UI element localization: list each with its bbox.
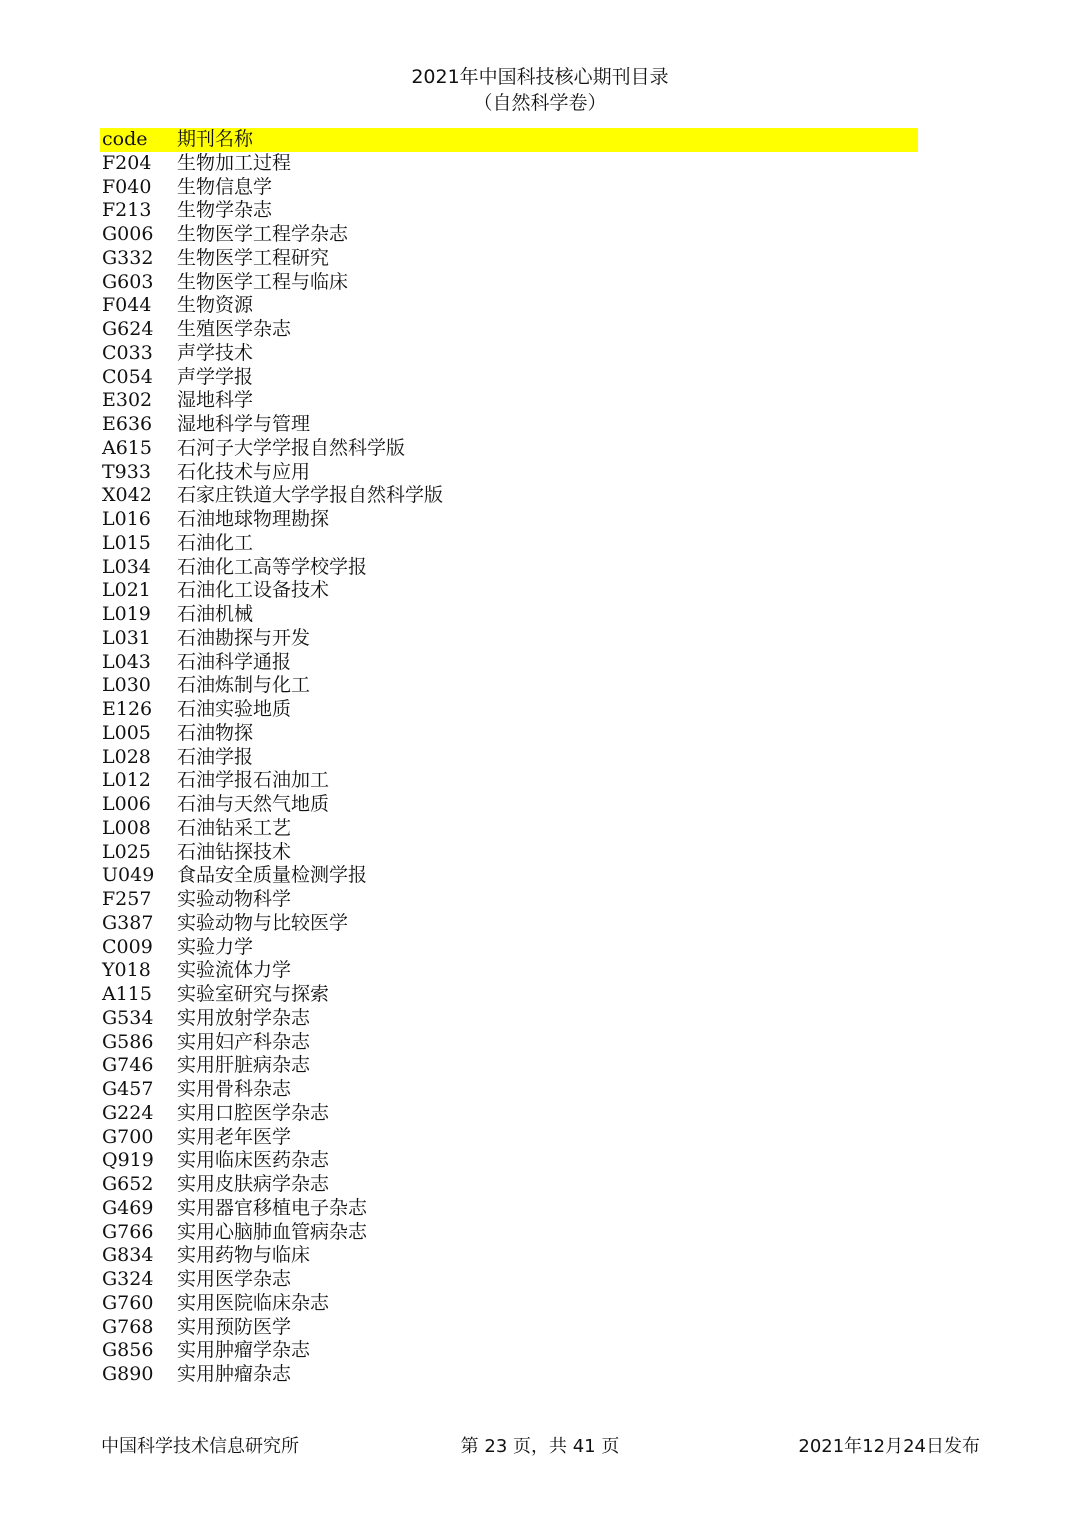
journal-name: 石油机械 — [177, 603, 254, 625]
table-row — [100, 389, 918, 413]
journal-code: F204 — [102, 151, 152, 174]
table-row — [100, 271, 918, 295]
journal-code: F044 — [102, 294, 152, 317]
journal-name: 实用皮肤病学杂志 — [177, 1173, 330, 1195]
journal-table — [100, 128, 918, 1387]
table-row — [100, 793, 918, 817]
journal-code: G760 — [102, 1291, 154, 1314]
journal-name: 石油钻采工艺 — [177, 816, 292, 839]
journal-name: 食品安全质量检测学报 — [177, 864, 368, 887]
column-header-code: code — [102, 128, 148, 150]
journal-code: E302 — [102, 389, 153, 412]
journal-code: G224 — [102, 1101, 154, 1124]
table-row — [100, 1292, 918, 1316]
journal-name: 石油与天然气地质 — [177, 793, 330, 815]
table-row — [100, 556, 918, 580]
table-row — [100, 888, 918, 912]
journal-code: E126 — [102, 698, 153, 720]
journal-code: C054 — [102, 365, 153, 388]
journal-code: G603 — [102, 270, 154, 293]
journal-code: A615 — [102, 436, 152, 459]
journal-name: 石油地球物理勘探 — [177, 508, 330, 530]
journal-name: 石家庄铁道大学学报自然科学版 — [177, 484, 444, 507]
journal-name: 湿地科学与管理 — [177, 413, 311, 435]
journal-name: 生物医学工程与临床 — [177, 270, 349, 293]
journal-name: 实验力学 — [177, 935, 254, 958]
document-subtitle: （自然科学卷） — [473, 92, 607, 114]
journal-name: 实用肝脏病杂志 — [177, 1054, 311, 1077]
journal-code: G834 — [102, 1244, 154, 1267]
journal-code: G768 — [102, 1315, 154, 1338]
table-row — [100, 484, 918, 508]
table-row — [100, 746, 918, 770]
journal-code: L005 — [102, 721, 151, 744]
table-row — [100, 318, 918, 342]
table-row — [100, 651, 918, 675]
journal-name: 实用心脑肺血管病杂志 — [177, 1220, 368, 1243]
journal-code: A115 — [102, 983, 152, 1005]
journal-name: 石油化工高等学校学报 — [177, 555, 368, 578]
table-row — [100, 864, 918, 888]
journal-code: G890 — [102, 1363, 154, 1385]
column-header-name: 期刊名称 — [177, 128, 254, 150]
journal-code: L025 — [102, 840, 151, 863]
journal-code: L021 — [102, 579, 151, 602]
table-row — [100, 508, 918, 532]
table-row — [100, 579, 918, 603]
journal-name: 实用老年医学 — [177, 1125, 292, 1148]
journal-code: L043 — [102, 650, 151, 673]
table-row — [100, 817, 918, 841]
table-row — [100, 1031, 918, 1055]
journal-name: 生物学杂志 — [177, 199, 273, 222]
table-row — [100, 1244, 918, 1268]
journal-name: 石油化工 — [177, 531, 254, 554]
journal-code: G652 — [102, 1173, 154, 1195]
journal-name: 声学技术 — [177, 341, 254, 364]
journal-code: U049 — [102, 864, 155, 887]
journal-name: 实验动物与比较医学 — [177, 911, 349, 934]
journal-code: L030 — [102, 674, 151, 697]
table-row — [100, 1316, 918, 1340]
journal-code: L006 — [102, 793, 151, 815]
table-row — [100, 983, 918, 1007]
table-row — [100, 1126, 918, 1150]
journal-code: G856 — [102, 1339, 154, 1362]
table-row — [100, 698, 918, 722]
page-footer — [0, 1434, 1080, 1460]
journal-code: G534 — [102, 1006, 154, 1029]
journal-name: 湿地科学 — [177, 389, 254, 412]
journal-code: G324 — [102, 1268, 154, 1290]
table-row — [100, 1339, 918, 1363]
table-row — [100, 1221, 918, 1245]
table-row — [100, 152, 918, 176]
table-row — [100, 1173, 918, 1197]
journal-name: 石油勘探与开发 — [177, 626, 311, 649]
table-row — [100, 1054, 918, 1078]
footer-institute: 中国科学技术信息研究所 — [101, 1436, 299, 1457]
journal-code: G387 — [102, 911, 154, 934]
table-row — [100, 437, 918, 461]
journal-name: 石油钻探技术 — [177, 840, 292, 863]
table-row — [100, 1149, 918, 1173]
journal-code: C009 — [102, 935, 153, 958]
table-row — [100, 1007, 918, 1031]
journal-name: 实用临床医药杂志 — [177, 1149, 330, 1172]
footer-page-number: 第 23 页，共 41 页 — [460, 1436, 620, 1457]
journal-name: 生殖医学杂志 — [177, 318, 292, 340]
table-header-row — [100, 128, 918, 152]
journal-name: 实验流体力学 — [177, 959, 292, 982]
table-body — [100, 152, 918, 1387]
journal-name: 石油化工设备技术 — [177, 579, 330, 602]
footer-publish-date: 2021年12月24日发布 — [798, 1436, 980, 1457]
table-row — [100, 603, 918, 627]
journal-name: 实用妇产科杂志 — [177, 1030, 311, 1053]
journal-name: 生物资源 — [177, 294, 254, 317]
table-row — [100, 366, 918, 390]
journal-name: 石油科学通报 — [177, 650, 292, 673]
table-row — [100, 912, 918, 936]
journal-code: G332 — [102, 246, 154, 269]
journal-name: 石油炼制与化工 — [177, 674, 311, 697]
table-row — [100, 1363, 918, 1387]
journal-name: 生物医学工程研究 — [177, 246, 330, 269]
journal-code: F257 — [102, 888, 152, 910]
journal-code: G586 — [102, 1030, 154, 1053]
journal-code: L012 — [102, 769, 151, 792]
journal-code: L028 — [102, 745, 151, 768]
table-row — [100, 176, 918, 200]
table-row — [100, 1268, 918, 1292]
table-row — [100, 342, 918, 366]
journal-code: G624 — [102, 318, 154, 340]
journal-name: 石油学报石油加工 — [177, 769, 330, 792]
journal-code: Y018 — [102, 959, 151, 982]
journal-code: G766 — [102, 1220, 154, 1243]
journal-name: 实用医院临床杂志 — [177, 1291, 330, 1314]
journal-name: 实用器官移植电子杂志 — [177, 1196, 368, 1219]
table-row — [100, 722, 918, 746]
journal-code: G469 — [102, 1196, 154, 1219]
table-row — [100, 294, 918, 318]
journal-name: 石化技术与应用 — [177, 460, 311, 483]
journal-name: 石河子大学学报自然科学版 — [177, 436, 406, 459]
table-row — [100, 223, 918, 247]
journal-name: 生物加工过程 — [177, 151, 292, 174]
journal-code: L016 — [102, 508, 151, 530]
journal-name: 石油实验地质 — [177, 698, 292, 720]
journal-code: L015 — [102, 531, 151, 554]
document-title: 2021年中国科技核心期刊目录 — [411, 66, 669, 88]
table-row — [100, 413, 918, 437]
journal-name: 实用医学杂志 — [177, 1268, 292, 1290]
table-row — [100, 959, 918, 983]
journal-code: F040 — [102, 175, 152, 198]
journal-code: Q919 — [102, 1149, 154, 1172]
table-row — [100, 199, 918, 223]
table-row — [100, 1197, 918, 1221]
journal-name: 实用药物与临床 — [177, 1244, 311, 1267]
journal-name: 生物医学工程学杂志 — [177, 223, 349, 245]
journal-code: T933 — [102, 460, 151, 483]
journal-code: L008 — [102, 816, 151, 839]
journal-code: G457 — [102, 1078, 154, 1100]
journal-name: 实验室研究与探索 — [177, 983, 330, 1005]
journal-code: G006 — [102, 223, 154, 245]
table-row — [100, 461, 918, 485]
journal-code: C033 — [102, 341, 153, 364]
journal-code: L034 — [102, 555, 151, 578]
table-row — [100, 532, 918, 556]
journal-name: 实用预防医学 — [177, 1315, 292, 1338]
table-row — [100, 247, 918, 271]
journal-name: 石油学报 — [177, 745, 254, 768]
journal-code: E636 — [102, 413, 153, 435]
table-row — [100, 769, 918, 793]
journal-name: 石油物探 — [177, 721, 254, 744]
journal-code: X042 — [102, 484, 152, 507]
journal-name: 声学学报 — [177, 365, 254, 388]
journal-name: 实验动物科学 — [177, 888, 292, 910]
journal-name: 实用放射学杂志 — [177, 1006, 311, 1029]
document-header — [0, 64, 1080, 116]
journal-name: 实用口腔医学杂志 — [177, 1101, 330, 1124]
journal-code: L031 — [102, 626, 151, 649]
journal-code: F213 — [102, 199, 152, 222]
journal-name: 生物信息学 — [177, 175, 273, 198]
table-row — [100, 1078, 918, 1102]
journal-name: 实用肿瘤杂志 — [177, 1363, 292, 1385]
table-row — [100, 936, 918, 960]
table-row — [100, 627, 918, 651]
journal-code: G700 — [102, 1125, 154, 1148]
journal-code: G746 — [102, 1054, 154, 1077]
table-row — [100, 841, 918, 865]
table-row — [100, 1102, 918, 1126]
journal-code: L019 — [102, 603, 151, 625]
table-row — [100, 674, 918, 698]
journal-name: 实用肿瘤学杂志 — [177, 1339, 311, 1362]
journal-name: 实用骨科杂志 — [177, 1078, 292, 1100]
